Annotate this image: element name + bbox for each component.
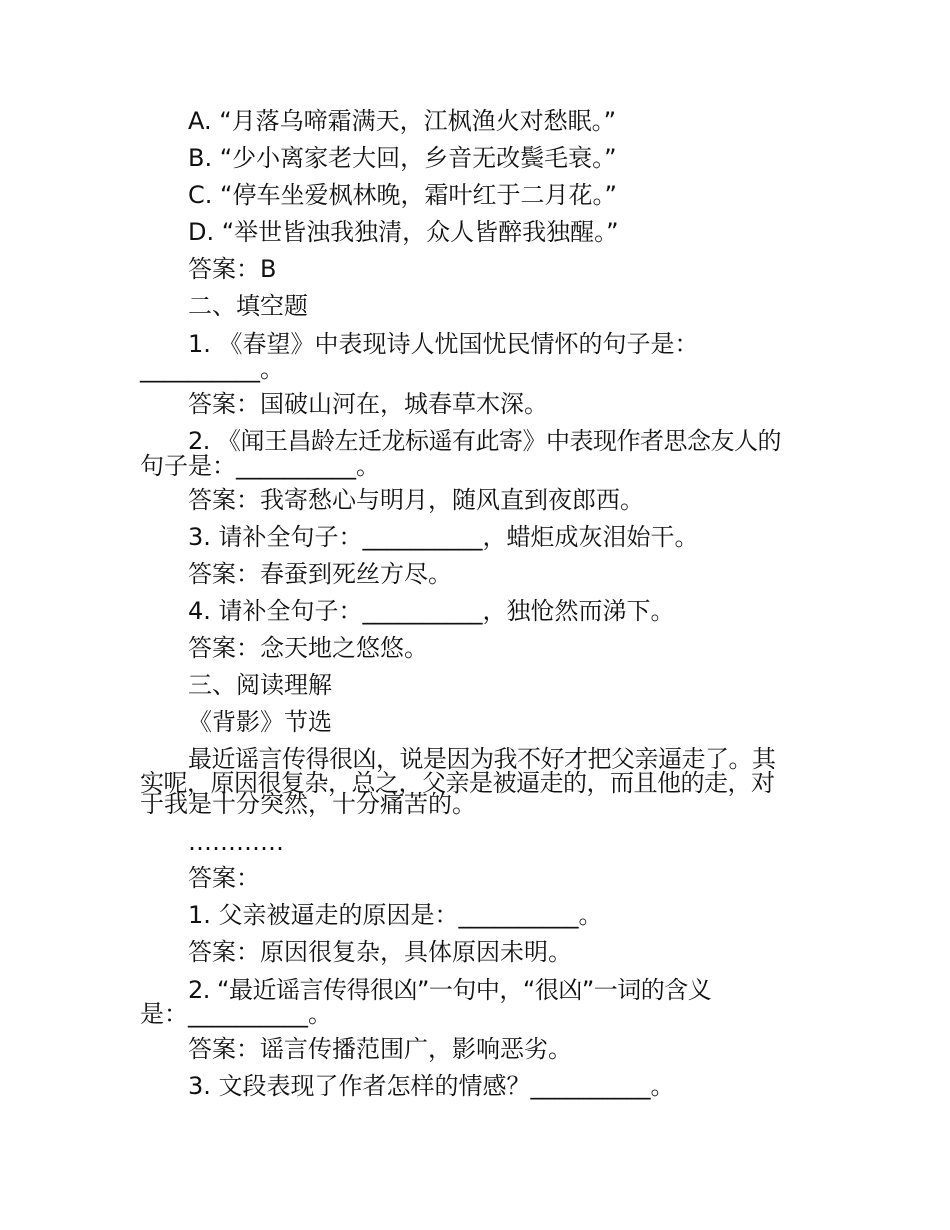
reading-question-2: 2. “最近谣言传得很凶”一句中，“很凶”一词的含义	[188, 976, 712, 1004]
reading-answer-label: 答案：	[188, 864, 260, 892]
reading-answer-1: 答案：原因很复杂，具体原因未明。	[188, 938, 572, 966]
reading-question-1: 1. 父亲被逼走的原因是：__________。	[188, 901, 603, 929]
fill-question-2: 2. 《闻王昌龄左迁龙标遥有此寄》中表现作者思念友人的	[188, 427, 782, 455]
fill-answer-2: 答案：我寄愁心与明月，随风直到夜郎西。	[188, 486, 644, 514]
fill-answer-1: 答案：国破山河在，城春草木深。	[188, 390, 548, 418]
passage-line-1: 最近谣言传得很凶，说是因为我不好才把父亲逼走了。其	[188, 745, 776, 773]
passage-line-2: 实呢，原因很复杂，总之，父亲是被逼走的，而且他的走，对	[140, 769, 775, 797]
passage-title: 《背影》节选	[188, 708, 332, 736]
section-heading-reading: 三、阅读理解	[188, 671, 332, 699]
fill-answer-3: 答案：春蚕到死丝方尽。	[188, 560, 452, 588]
reading-question-2-cont: 是：__________。	[140, 1000, 332, 1028]
fill-question-2-cont: 句子是：__________。	[140, 452, 380, 480]
reading-answer-2: 答案：谣言传播范围广，影响恶劣。	[188, 1035, 572, 1063]
choice-c: C. “停车坐爱枫林晚，霜叶红于二月花。”	[188, 181, 617, 209]
section-heading-fill: 二、填空题	[188, 292, 308, 320]
choice-d: D. “举世皆浊我独清，众人皆醉我独醒。”	[188, 218, 619, 246]
fill-answer-4: 答案：念天地之悠悠。	[188, 634, 428, 662]
reading-question-3: 3. 文段表现了作者怎样的情感？__________。	[188, 1072, 675, 1100]
passage-line-3: 于我是十分突然，十分痛苦的。	[140, 790, 476, 818]
fill-question-4: 4. 请补全句子：__________，独怆然而涕下。	[188, 597, 675, 625]
fill-question-1: 1. 《春望》中表现诗人忧国忧民情怀的句子是：	[188, 330, 699, 358]
fill-question-3: 3. 请补全句子：__________，蜡炬成灰泪始干。	[188, 523, 699, 551]
fill-question-1-blank: __________。	[140, 355, 284, 383]
passage-ellipsis: …………	[188, 828, 284, 856]
choice-a: A. “月落乌啼霜满天，江枫渔火对愁眠。”	[188, 107, 617, 135]
choice-answer: 答案：B	[188, 255, 277, 283]
choice-b: B. “少小离家老大回，乡音无改鬓毛衰。”	[188, 144, 617, 172]
